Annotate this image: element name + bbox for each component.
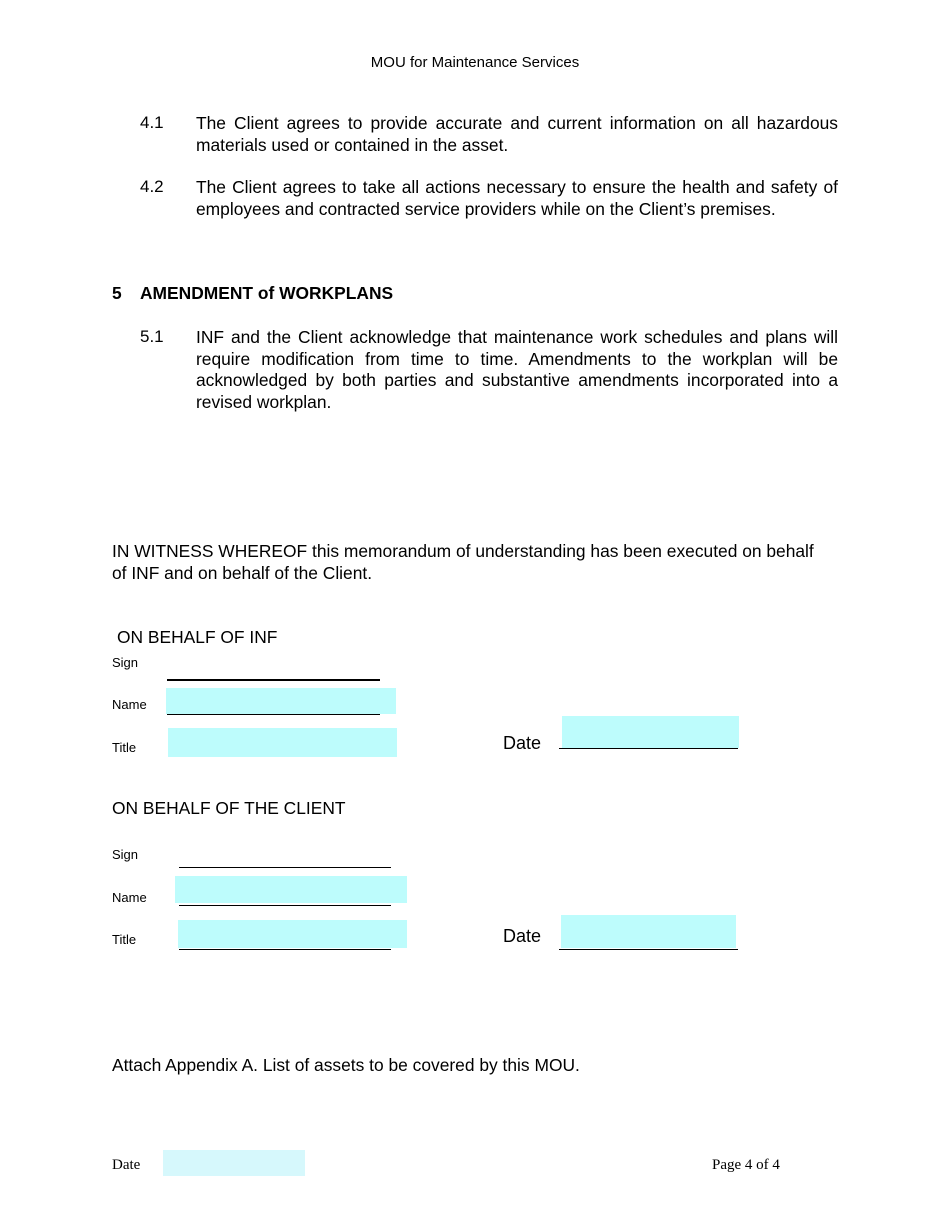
inf-sign-label: Sign xyxy=(112,655,139,670)
clause-text: The Client agrees to take all actions necessary to ensure the health and safety of employees and contracted service providers while on the Client’s premises. xyxy=(196,177,838,219)
witness-statement: IN WITNESS WHEREOF this memorandum of understanding has been executed on behalf of INF and on behalf of the Client. xyxy=(112,541,814,583)
client-name-label: Name xyxy=(112,890,147,905)
client-date-line xyxy=(559,949,738,950)
clause-number: 4.1 xyxy=(140,113,164,132)
client-sign-line[interactable] xyxy=(179,867,391,868)
clause-text: The Client agrees to provide accurate and current information on all hazardous materials used or contained in the asset. xyxy=(196,113,838,155)
clause-number: 4.2 xyxy=(140,177,164,196)
inf-date-line xyxy=(559,748,738,749)
footer-date-label: Date xyxy=(112,1157,141,1173)
page-number: Page 4 of 4 xyxy=(712,1157,780,1173)
inf-title-label: Title xyxy=(112,740,137,755)
appendix-note: Attach Appendix A. List of assets to be covered by this MOU. xyxy=(112,1055,580,1075)
client-name-line xyxy=(179,905,391,906)
client-sign-label: Sign xyxy=(112,847,139,862)
client-name-field[interactable] xyxy=(175,876,407,903)
client-block-heading: ON BEHALF OF THE CLIENT xyxy=(112,798,346,818)
clause-number: 5.1 xyxy=(140,327,164,346)
client-date-field[interactable] xyxy=(561,915,736,948)
client-date-label: Date xyxy=(503,926,542,946)
inf-name-field[interactable] xyxy=(166,688,396,714)
section-number: 5 xyxy=(112,283,122,303)
page-header: MOU for Maintenance Services xyxy=(370,54,580,71)
inf-name-line xyxy=(167,714,380,715)
inf-name-label: Name xyxy=(112,697,147,712)
inf-date-label: Date xyxy=(503,733,542,753)
clause-text: INF and the Client acknowledge that maintenance work schedules and plans will require modification from time to time. Amendments to the workplan will be acknowledged by both parties and substantive amendments incorporated into a revised workplan. xyxy=(196,327,838,412)
section-title: AMENDMENT of WORKPLANS xyxy=(140,283,394,303)
client-title-line xyxy=(179,949,391,950)
client-title-label: Title xyxy=(112,932,137,947)
inf-title-field[interactable] xyxy=(168,728,397,757)
inf-sign-line[interactable] xyxy=(167,679,380,681)
inf-date-field[interactable] xyxy=(562,716,739,748)
client-title-field[interactable] xyxy=(178,920,407,948)
footer-date-field[interactable] xyxy=(163,1150,305,1176)
inf-block-heading: ON BEHALF OF INF xyxy=(117,627,278,647)
